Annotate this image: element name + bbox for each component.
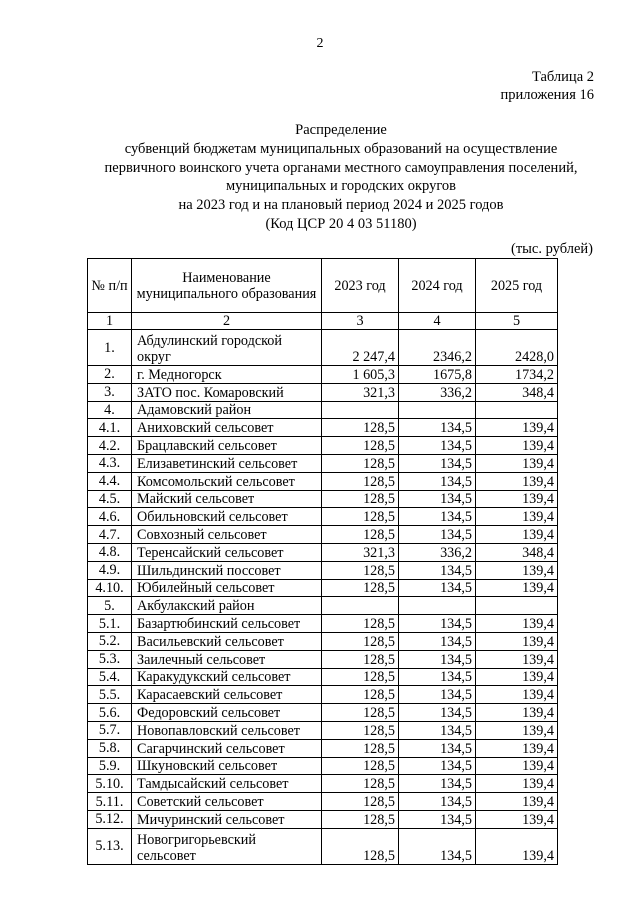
row-number: 4.5.	[88, 490, 132, 508]
row-number: 3.	[88, 383, 132, 401]
table-row	[88, 330, 558, 366]
value-2024: 134,5	[399, 686, 476, 704]
column-number: 4	[399, 313, 476, 330]
value-2024: 134,5	[399, 775, 476, 793]
value-2023: 128,5	[322, 526, 399, 544]
municipality-name: г. Медногорск	[132, 366, 322, 384]
title-line3: первичного воинского учета органами местного самоуправления поселений,	[104, 159, 578, 176]
value-2025: 139,4	[476, 775, 558, 793]
municipality-name: Базартюбинский сельсовет	[132, 615, 322, 633]
value-2023: 128,5	[322, 419, 399, 437]
row-number: 5.5.	[88, 686, 132, 704]
value-2023: 128,5	[322, 757, 399, 775]
value-2025: 139,4	[476, 419, 558, 437]
value-2024: 134,5	[399, 579, 476, 597]
value-2023: 321,3	[322, 543, 399, 561]
value-2025: 139,4	[476, 454, 558, 472]
value-2023: 128,5	[322, 739, 399, 757]
distribution-table	[87, 258, 558, 865]
title-line2: субвенций бюджетам муниципальных образований на осуществление	[124, 140, 558, 157]
document-title	[66, 121, 616, 234]
row-number: 5.2.	[88, 632, 132, 650]
municipality-name: Абдулинский городской округ	[132, 330, 322, 366]
municipality-name: Заилечный сельсовет	[132, 650, 322, 668]
table-row	[88, 454, 558, 472]
municipality-name: Мичуринский сельсовет	[132, 810, 322, 828]
value-2023: 1 605,3	[322, 366, 399, 384]
value-2024: 134,5	[399, 828, 476, 864]
value-2025: 139,4	[476, 490, 558, 508]
value-2024: 336,2	[399, 543, 476, 561]
table-row	[88, 650, 558, 668]
row-number: 4.8.	[88, 543, 132, 561]
value-2023: 128,5	[322, 721, 399, 739]
row-number: 4.7.	[88, 526, 132, 544]
value-2023: 128,5	[322, 828, 399, 864]
value-2023: 128,5	[322, 437, 399, 455]
municipality-name: Елизаветинский сельсовет	[132, 454, 322, 472]
table-row	[88, 721, 558, 739]
municipality-name: Каракудукский сельсовет	[132, 668, 322, 686]
municipality-name: Сагарчинский сельсовет	[132, 739, 322, 757]
value-2025: 348,4	[476, 383, 558, 401]
row-number: 2.	[88, 366, 132, 384]
row-number: 5.9.	[88, 757, 132, 775]
value-2024: 134,5	[399, 419, 476, 437]
value-2024: 134,5	[399, 472, 476, 490]
table-row	[88, 739, 558, 757]
table-row	[88, 579, 558, 597]
table-row	[88, 472, 558, 490]
municipality-name: Шкуновский сельсовет	[132, 757, 322, 775]
table-row	[88, 810, 558, 828]
municipality-name: Новогригорьевский сельсовет	[132, 828, 322, 864]
value-2024: 134,5	[399, 721, 476, 739]
row-number: 4.9.	[88, 561, 132, 579]
row-number: 4.1.	[88, 419, 132, 437]
municipality-name: Адамовский район	[132, 401, 322, 419]
row-number: 5.1.	[88, 615, 132, 633]
value-2025: 1734,2	[476, 366, 558, 384]
value-2025	[476, 401, 558, 419]
title-line5: на 2023 год и на плановый период 2024 и 2025 годов	[178, 197, 504, 214]
value-2025: 139,4	[476, 437, 558, 455]
municipality-name: Совхозный сельсовет	[132, 526, 322, 544]
value-2024: 134,5	[399, 739, 476, 757]
page-number: 2	[316, 36, 324, 51]
value-2024: 134,5	[399, 561, 476, 579]
title-line1: Распределение	[295, 122, 387, 138]
title-line4: муниципальных и городских округов	[225, 178, 457, 195]
table-row	[88, 561, 558, 579]
value-2025: 2428,0	[476, 330, 558, 366]
value-2024	[399, 597, 476, 615]
value-2024: 336,2	[399, 383, 476, 401]
value-2024: 134,5	[399, 704, 476, 722]
table-row	[88, 668, 558, 686]
table-row	[88, 632, 558, 650]
value-2025: 139,4	[476, 526, 558, 544]
value-2025: 139,4	[476, 757, 558, 775]
value-2025: 139,4	[476, 686, 558, 704]
value-2024: 134,5	[399, 810, 476, 828]
municipality-name: Васильевский сельсовет	[132, 632, 322, 650]
title-line6: (Код ЦСР 20 4 03 51180)	[265, 215, 417, 232]
value-2024: 134,5	[399, 793, 476, 811]
value-2024: 134,5	[399, 490, 476, 508]
value-2023: 128,5	[322, 810, 399, 828]
table-row	[88, 597, 558, 615]
municipality-name: Обильновский сельсовет	[132, 508, 322, 526]
municipality-name: Новопавловский сельсовет	[132, 721, 322, 739]
table-row	[88, 526, 558, 544]
value-2023: 128,5	[322, 793, 399, 811]
municipality-name: Акбулакский район	[132, 597, 322, 615]
municipality-name: Майский сельсовет	[132, 490, 322, 508]
row-number: 4.6.	[88, 508, 132, 526]
table-row	[88, 490, 558, 508]
row-number: 5.12.	[88, 810, 132, 828]
row-number: 5.	[88, 597, 132, 615]
row-number: 5.8.	[88, 739, 132, 757]
municipality-name: Тамдысайский сельсовет	[132, 775, 322, 793]
value-2023: 128,5	[322, 579, 399, 597]
row-number: 1.	[88, 330, 132, 366]
header-2024: 2024 год	[399, 259, 476, 313]
row-number: 5.13.	[88, 828, 132, 864]
municipality-name: Комсомольский сельсовет	[132, 472, 322, 490]
value-2025: 348,4	[476, 543, 558, 561]
value-2023: 128,5	[322, 668, 399, 686]
value-2025: 139,4	[476, 721, 558, 739]
table-row	[88, 615, 558, 633]
table-row	[88, 757, 558, 775]
value-2023: 128,5	[322, 454, 399, 472]
table-row	[88, 437, 558, 455]
table-row	[88, 686, 558, 704]
table-row	[88, 508, 558, 526]
value-2023: 128,5	[322, 472, 399, 490]
value-2025	[476, 597, 558, 615]
value-2023: 128,5	[322, 650, 399, 668]
value-2024: 134,5	[399, 454, 476, 472]
row-number: 5.11.	[88, 793, 132, 811]
value-2023: 128,5	[322, 508, 399, 526]
municipality-name: Советский сельсовет	[132, 793, 322, 811]
row-number: 5.7.	[88, 721, 132, 739]
value-2023: 128,5	[322, 561, 399, 579]
value-2023	[322, 597, 399, 615]
municipality-name: Федоровский сельсовет	[132, 704, 322, 722]
value-2025: 139,4	[476, 615, 558, 633]
table-row	[88, 401, 558, 419]
value-2025: 139,4	[476, 561, 558, 579]
row-number: 4.3.	[88, 454, 132, 472]
value-2023: 128,5	[322, 686, 399, 704]
value-2024: 134,5	[399, 615, 476, 633]
value-2023: 128,5	[322, 775, 399, 793]
value-2025: 139,4	[476, 810, 558, 828]
value-2023	[322, 401, 399, 419]
column-number: 5	[476, 313, 558, 330]
value-2025: 139,4	[476, 632, 558, 650]
table-row	[88, 828, 558, 864]
table-row	[88, 419, 558, 437]
table-header-row	[88, 259, 558, 313]
value-2024: 134,5	[399, 757, 476, 775]
table-row	[88, 793, 558, 811]
row-number: 5.3.	[88, 650, 132, 668]
value-2024: 1675,8	[399, 366, 476, 384]
municipality-name: Шильдинский поссовет	[132, 561, 322, 579]
value-2025: 139,4	[476, 793, 558, 811]
value-2025: 139,4	[476, 650, 558, 668]
value-2025: 139,4	[476, 508, 558, 526]
table-row	[88, 366, 558, 384]
table-row	[88, 543, 558, 561]
row-number: 5.10.	[88, 775, 132, 793]
value-2023: 321,3	[322, 383, 399, 401]
header-name: Наименование муниципального образования	[132, 259, 322, 313]
value-2023: 2 247,4	[322, 330, 399, 366]
municipality-name: Карасаевский сельсовет	[132, 686, 322, 704]
row-number: 4.2.	[88, 437, 132, 455]
value-2024: 134,5	[399, 437, 476, 455]
table-row	[88, 775, 558, 793]
table-row	[88, 383, 558, 401]
units-label: (тыс. рублей)	[511, 241, 593, 257]
table-body	[88, 330, 558, 865]
value-2024: 134,5	[399, 650, 476, 668]
table-reference	[501, 68, 594, 104]
column-numbers-row	[88, 313, 558, 330]
value-2025: 139,4	[476, 704, 558, 722]
value-2024: 2346,2	[399, 330, 476, 366]
municipality-name: ЗАТО пос. Комаровский	[132, 383, 322, 401]
value-2024: 134,5	[399, 632, 476, 650]
header-2025: 2025 год	[476, 259, 558, 313]
value-2025: 139,4	[476, 828, 558, 864]
column-number: 3	[322, 313, 399, 330]
column-number: 1	[88, 313, 132, 330]
table-row	[88, 704, 558, 722]
value-2025: 139,4	[476, 668, 558, 686]
municipality-name: Аниховский сельсовет	[132, 419, 322, 437]
header-2023: 2023 год	[322, 259, 399, 313]
value-2025: 139,4	[476, 739, 558, 757]
row-number: 5.4.	[88, 668, 132, 686]
value-2024	[399, 401, 476, 419]
row-number: 4.10.	[88, 579, 132, 597]
row-number: 5.6.	[88, 704, 132, 722]
value-2023: 128,5	[322, 615, 399, 633]
value-2023: 128,5	[322, 704, 399, 722]
header-num: № п/п	[88, 259, 132, 313]
value-2024: 134,5	[399, 668, 476, 686]
value-2023: 128,5	[322, 490, 399, 508]
value-2025: 139,4	[476, 579, 558, 597]
row-number: 4.4.	[88, 472, 132, 490]
municipality-name: Юбилейный сельсовет	[132, 579, 322, 597]
value-2024: 134,5	[399, 508, 476, 526]
column-number: 2	[132, 313, 322, 330]
municipality-name: Теренсайский сельсовет	[132, 543, 322, 561]
value-2023: 128,5	[322, 632, 399, 650]
value-2024: 134,5	[399, 526, 476, 544]
value-2025: 139,4	[476, 472, 558, 490]
municipality-name: Брацлавский сельсовет	[132, 437, 322, 455]
table-ref-line1: Таблица 2	[531, 69, 594, 85]
row-number: 4.	[88, 401, 132, 419]
table-ref-line2: приложения 16	[500, 87, 594, 103]
